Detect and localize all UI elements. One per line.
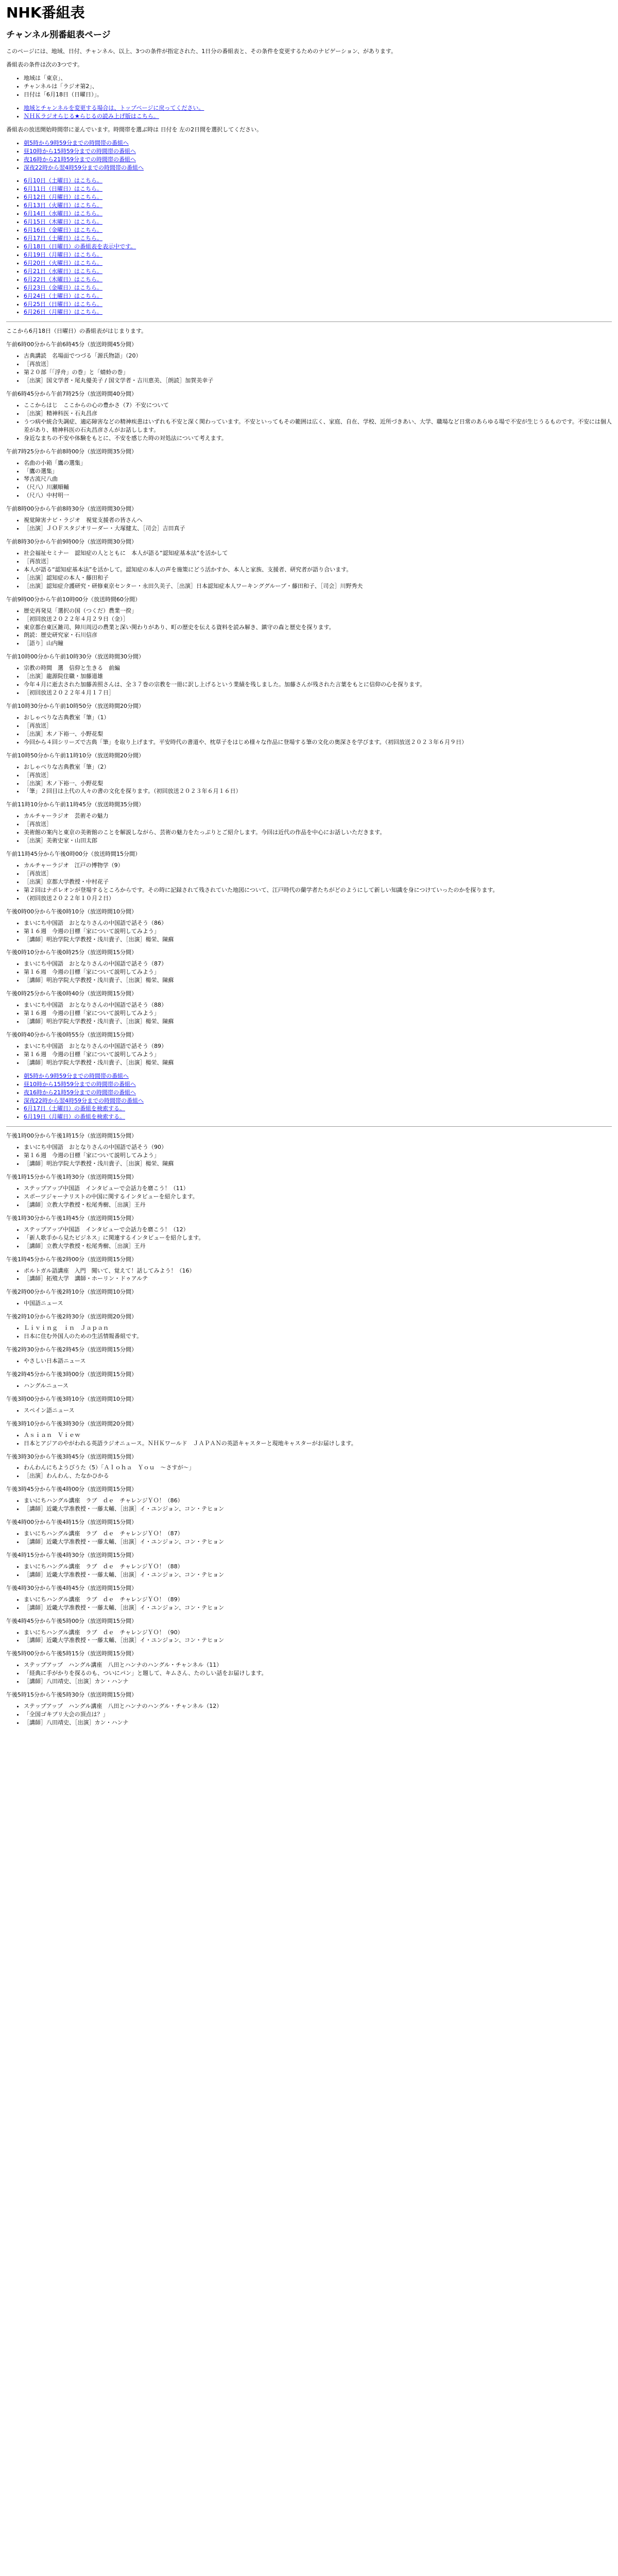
mid-nav-link[interactable]: 6月17日（土曜日）の番組を検索する。: [24, 1105, 125, 1112]
program-time: 午後3時00分から午後3時10分（放送時間10分間）: [6, 1395, 137, 1402]
mid-nav-link[interactable]: 深夜22時から翌4時59分までの時間帯の番組へ: [24, 1097, 144, 1104]
program-time: 午後1時15分から午後1時30分（放送時間15分間）: [6, 1174, 137, 1181]
condition-links: [6, 104, 612, 121]
mid-navigation: [6, 1072, 612, 1122]
program-time: 午後2時10分から午後2時30分（放送時間20分間）: [6, 1313, 137, 1320]
program-section: [6, 1313, 612, 1341]
program-time: 午後2時00分から午後2時10分（放送時間10分間）: [6, 1289, 137, 1296]
date-link[interactable]: 6月20日（火曜日）はこちら。: [24, 259, 102, 266]
program-details: [6, 714, 612, 747]
date-item: [24, 276, 612, 284]
program-time: 午前10時50分から午前11時10分（放送時間20分間）: [6, 752, 144, 759]
program-section: [6, 1031, 612, 1067]
program-time: 午後2時45分から午後3時00分（放送時間15分間）: [6, 1370, 137, 1378]
program-detail: • ［出演］木ノ下裕一、小野花梨: [24, 779, 612, 788]
date-link[interactable]: 6月17日（土曜日）はこちら。: [24, 235, 102, 242]
date-item: [24, 259, 612, 267]
date-link[interactable]: 6月12日（月曜日）はこちら。: [24, 194, 102, 201]
program-detail: • カルチャーラジオ 江戸の博物学（9）: [24, 861, 612, 870]
program-section: [6, 341, 612, 385]
program-detail: • ［出演］美術史家・山田太郎: [24, 837, 612, 845]
program-detail: • おしゃべりな古典教室「筆」（2）: [24, 763, 612, 771]
program-detail: • 第１６週 今週の目標「家について説明してみよう」: [24, 1009, 612, 1018]
date-item: [24, 218, 612, 226]
program-time: 午後1時45分から午後2時00分（放送時間15分間）: [6, 1256, 137, 1263]
program-time: 午後5時15分から午後5時30分（放送時間15分間）: [6, 1691, 137, 1699]
program-detail: • Ａｓｉａｎ Ｖｉｅｗ: [24, 1431, 612, 1439]
date-item: [24, 177, 612, 185]
program-detail: • ［出演］京都大学教授・中村花子: [24, 878, 612, 886]
program-detail: • まいにち中国語 おとなりさんの中国語で話そう（89）: [24, 1042, 612, 1050]
date-item: [24, 251, 612, 259]
date-links: [6, 177, 612, 316]
date-item: [24, 234, 612, 243]
program-section: [6, 1617, 612, 1645]
program-section: [6, 850, 612, 903]
program-details: [6, 1226, 612, 1250]
date-item: [24, 226, 612, 234]
program-detail: • ［講師］明治学院大学教授・浅川貴子、［出演］楊栄、陳蘇: [24, 1160, 612, 1168]
program-details: [6, 1530, 612, 1546]
program-time: 午前6時00分から午前6時45分（放送時間45分間）: [6, 341, 137, 348]
program-detail: • 東京都台東区雑司、陣川周辺の農業と深い関わりがあり、町の歴史を伝える資料を読み解き、鎮守の森と歴史を探ります。: [24, 623, 612, 632]
program-section: [6, 948, 612, 985]
program-detail: • 今年４月に逝去された加藤善照さんは、全３７巻の宗教を一冊に訳し上げるという業績を残しました。加藤さんが残された言葉をもとに信仰の心を探ります。: [24, 681, 612, 689]
program-detail: • うつ病や統合失調症、適応障害などの精神疾患はいずれも不安と深く関わっています。不安といってもその範囲は広く、家庭、自在、学校、近所づきあい、大学、職場など日常のあらゆる場で不安が生じうるものです。不安には個人差があり、精神科医の石丸昌彦さんがお話しします。: [24, 418, 612, 434]
program-detail: • ［講師］近畿大学准教授・一藤太輔、［出演］イ・ユンジョン、コン・テヒョン: [24, 1505, 612, 1513]
program-detail: • 美術館の案内と東京の美術館のことを解説しながら、芸術の魅力をたっぷりとご紹介します。今回は近代の作品を中心にお話しいただきます。: [24, 828, 612, 837]
condition-item: • 日付は「6月18日（日曜日）」。: [24, 91, 612, 99]
program-details: [6, 459, 612, 500]
program-detail: • 本人が語る“認知症基本法”を活かして。認知症の本人の声を施策にどう活かすか、本人と家族、支援者、研究者が語り合います。: [24, 566, 612, 574]
program-details: [6, 919, 612, 944]
program-detail: • Ｌｉｖｉｎｇ ｉｎ Ｊａｐａｎ: [24, 1324, 612, 1332]
program-time: 午後3時30分から午後3時45分（放送時間15分間）: [6, 1453, 137, 1460]
program-section: [6, 653, 612, 697]
date-link[interactable]: 6月11日（日曜日）はこちら。: [24, 185, 102, 193]
program-detail: • ［出演］認知症介護研究・研修東京センター・永田久美子、［出演］日本認知症本人ワーキンググループ・藤田和子、［司会］川野秀夫: [24, 582, 612, 590]
program-time: 午前6時45分から午前7時25分（放送時間40分間）: [6, 391, 137, 398]
page-intro: このページには、地域、日付、チャンネル、以上、3つの条件が指定された、1日分の番組表と、その条件を変更するためのナビゲーション、があります。: [6, 48, 397, 55]
date-link[interactable]: 6月10日（土曜日）はこちら。: [24, 177, 102, 184]
date-link[interactable]: 6月21日（水曜日）はこちら。: [24, 267, 102, 275]
divider: [6, 321, 612, 322]
program-detail: • 「新人歌手から見たビジネス」に関連するインタビューを紹介します。: [24, 1234, 612, 1242]
date-item: [24, 193, 612, 201]
program-details: [6, 1629, 612, 1645]
radiru-link[interactable]: ＮＨＫラジオらじる★らじるの読み上げ版はこちら。: [24, 112, 159, 120]
date-item: [24, 243, 612, 251]
program-section: [6, 1395, 612, 1415]
program-detail: • ［再放送］: [24, 771, 612, 779]
program-detail: • 中国語ニュース: [24, 1299, 612, 1308]
time-link-day[interactable]: 昼10時から15時59分までの時間帯の番組へ: [24, 147, 136, 155]
program-time: 午後5時00分から午後5時15分（放送時間15分間）: [6, 1650, 137, 1657]
mid-nav-link[interactable]: 夜16時から21時59分までの時間帯の番組へ: [24, 1089, 136, 1096]
program-time: 午後0時40分から午後0時55分（放送時間15分間）: [6, 1031, 137, 1038]
program-detail: • ［語り］山内瞳: [24, 639, 612, 648]
program-detail: • ［講師］近畿大学准教授・一藤太輔、［出演］イ・ユンジョン、コン・テヒョン: [24, 1636, 612, 1645]
program-detail: • まいにちハングル講座 ラブ ｄｅ チャレンジＹＯ！（90）: [24, 1629, 612, 1637]
program-detail: • 身近なまちの不安や体験をもとに、不安を感じた時の対処法について考えます。: [24, 434, 612, 443]
condition-item: • チャンネルは「ラジオ第2」、: [24, 82, 612, 91]
program-section: [6, 1584, 612, 1612]
program-detail: • ［講師］立教大学教授・松尾秀樹、［出演］王丹: [24, 1201, 612, 1209]
program-details: [6, 1382, 612, 1390]
program-details: [6, 861, 612, 903]
program-time: 午前11時10分から午前11時45分（放送時間35分間）: [6, 801, 144, 808]
program-time: 午前10時00分から午前10時30分（放送時間30分間）: [6, 653, 144, 660]
program-time: 午前10時30分から午前10時50分（放送時間20分間）: [6, 703, 144, 710]
program-section: [6, 752, 612, 796]
program-detail: • ［初回放送２０２２年４月１７日］: [24, 689, 612, 697]
date-item: [24, 210, 612, 218]
program-detail: • ［講師］明治学院大学教授・浅川貴子、［出演］楊栄、陳蘇: [24, 1018, 612, 1026]
program-detail: • 「全国ゴキブリ大会の頂点は？」: [24, 1710, 612, 1719]
mid-nav-item: [24, 1097, 612, 1105]
program-detail: • （尺八）中村明一: [24, 492, 612, 500]
program-detail: • ［講師］明治学院大学教授・浅川貴子、［出演］楊栄、陳蘇: [24, 1059, 612, 1067]
condition-link-item: [24, 104, 612, 112]
program-details: [6, 1184, 612, 1209]
divider: [6, 1126, 612, 1127]
program-section: [6, 1420, 612, 1448]
program-detail: • ステップアップ ハングル講座 八田とハンナのハングル・チャンネル（12）: [24, 1702, 612, 1710]
program-detail: • 今回から４回シリーズで古典「筆」を取り上げます。平安時代の書道や、枕草子をはじめ様々な作品に登場する筆の文化の奥深さを学びます。（初回放送２０２３年６月９日）: [24, 738, 612, 747]
program-section: [6, 505, 612, 533]
time-link-item: [24, 164, 612, 172]
mid-nav-item: [24, 1089, 612, 1097]
program-detail: • 朗読：歴史研究家・石川信彦: [24, 631, 612, 639]
program-detail: • 宗教の時間 選 信仰と生きる 前編: [24, 664, 612, 672]
date-link[interactable]: 6月24日（土曜日）はこちら。: [24, 292, 102, 299]
program-detail: • ステップアップ中国語 インタビューで会話力を磨こう！（12）: [24, 1226, 612, 1234]
program-detail: • （初回放送２０２２年１０月２日）: [24, 894, 612, 903]
program-detail: • ステップアップ ハングル講座 八田とハンナのハングル・チャンネル（11）: [24, 1661, 612, 1669]
program-detail: • わんわんにちようびうた（5）「Ａｌｏｈａ Ｙｏｕ ～さすが～」: [24, 1464, 612, 1472]
program-detail: • ステップアップ中国語 インタビューで会話力を磨こう！（11）: [24, 1184, 612, 1193]
program-detail: • 日本とアジアのやがわれる英語ラジオニュース。ＮＨＫワールド ＪＡＰＡＮの英語キャスターと現地キャスターがお届けします。: [24, 1439, 612, 1448]
program-details: [6, 1001, 612, 1026]
program-section: [6, 1173, 612, 1209]
program-details: [6, 1143, 612, 1168]
program-time: 午後4時45分から午後5時00分（放送時間15分間）: [6, 1617, 137, 1624]
program-detail: • ハングルニュース: [24, 1382, 612, 1390]
date-item: [24, 201, 612, 210]
program-section: [6, 448, 612, 500]
mid-nav-item: [24, 1105, 612, 1113]
program-detail: • ［講師］明治学院大学教授・浅川貴子、［出演］楊栄、陳蘇: [24, 936, 612, 944]
program-detail: • ［出演］国文学者・尾丸優美子 / 国文学者・吉川恵美、［朗読］加賀美幸子: [24, 377, 612, 385]
program-section: [6, 1346, 612, 1365]
program-detail: • ［講師］近畿大学准教授・一藤太輔、［出演］イ・ユンジョン、コン・テヒョン: [24, 1604, 612, 1612]
program-detail: • 第１６週 今週の目標「家について説明してみよう」: [24, 1050, 612, 1059]
program-section: [6, 1370, 612, 1390]
condition-item: • 地域は「東京」、: [24, 74, 612, 82]
program-detail: • ［再放送］: [24, 820, 612, 828]
program-detail: • 名曲の小箱「鷹の選集」: [24, 459, 612, 467]
mid-nav-link[interactable]: 昼10時から15時59分までの時間帯の番組へ: [24, 1080, 136, 1088]
program-time: 午前8時30分から午前9時00分（放送時間30分間）: [6, 538, 137, 546]
program-details: [6, 1464, 612, 1480]
program-detail: • 第１６週 今週の目標「家について説明してみよう」: [24, 1151, 612, 1160]
program-detail: • スペイン語ニュース: [24, 1406, 612, 1415]
date-item: [24, 267, 612, 276]
program-detail: • 第２回はナポレオンが登場するところからです。その時に記録されて残されていた地図について、江戸時代の蘭学者たちがどのようにして新しい知識を身につけていったのかを探ります。: [24, 886, 612, 894]
program-details: [6, 664, 612, 697]
program-detail: • ［講師］八田靖史、［出演］カン・ハンナ: [24, 1719, 612, 1727]
program-detail: • ［再放送］: [24, 360, 612, 368]
program-detail: • 「経典に手がかりを探るのも、ついにパン」と題して、キムさん、たのしい話をお届けします。: [24, 1669, 612, 1677]
program-detail: • まいにちハングル講座 ラブ ｄｅ チャレンジＹＯ！（87）: [24, 1530, 612, 1538]
program-time: 午後3時10分から午後3時30分（放送時間20分間）: [6, 1420, 137, 1427]
date-item: [24, 292, 612, 300]
program-details: [6, 960, 612, 985]
program-section: [6, 702, 612, 747]
program-detail: • まいにち中国語 おとなりさんの中国語で話そう（87）: [24, 960, 612, 968]
program-section: [6, 1256, 612, 1283]
program-detail: • 第１６週 今週の目標「家について説明してみよう」: [24, 927, 612, 936]
program-detail: • まいにち中国語 おとなりさんの中国語で話そう（88）: [24, 1001, 612, 1009]
top-page-link[interactable]: 地域とチャンネルを変更する場合は、トップページに戻ってください。: [24, 104, 204, 111]
program-detail: • 琴古流尺八曲: [24, 475, 612, 483]
condition-link-item: [24, 112, 612, 121]
mid-nav-link[interactable]: 6月19日（月曜日）の番組を検索する。: [24, 1113, 125, 1121]
program-details: [6, 1299, 612, 1308]
program-section: [6, 801, 612, 845]
program-detail: • 日本に住む外国人のための生活情報番組です。: [24, 1332, 612, 1341]
page-subtitle: チャンネル別番組表ページ: [6, 29, 111, 40]
date-link[interactable]: 6月13日（火曜日）はこちら。: [24, 202, 102, 209]
program-detail: • ここからはじ ここからの心の豊かさ（7）不安について: [24, 401, 612, 410]
program-detail: • ［講師］近畿大学准教授・一藤太輔、［出演］イ・ユンジョン、コン・テヒョン: [24, 1538, 612, 1546]
list-title: ここから6月18日（日曜日）の番組表がはじまります。: [6, 328, 147, 335]
program-section: [6, 538, 612, 590]
program-detail: • ［出演］龍源院住職・加藤道雄: [24, 672, 612, 681]
program-section: [6, 1551, 612, 1579]
program-detail: • ［再放送］: [24, 722, 612, 730]
mid-nav-item: [24, 1072, 612, 1080]
program-detail: • カルチャーラジオ 芸術その魅力: [24, 812, 612, 820]
program-details: [6, 607, 612, 648]
program-detail: • ［講師］近畿大学准教授・一藤太輔、［出演］イ・ユンジョン、コン・テヒョン: [24, 1571, 612, 1579]
program-section: [6, 1132, 612, 1168]
date-link[interactable]: 6月15日（木曜日）はこちら。: [24, 218, 102, 226]
program-section: [6, 390, 612, 443]
program-detail: • スポーツジャーナリストの中国に関するインタビューを紹介します。: [24, 1193, 612, 1201]
time-link-item: [24, 139, 612, 147]
program-detail: • ［講師］立教大学教授・松尾秀樹、［出演］王丹: [24, 1242, 612, 1250]
program-detail: • 社会福祉セミナー 認知症の人とともに 本人が語る“認知症基本法”を活かして: [24, 549, 612, 557]
program-time: 午後4時15分から午後4時30分（放送時間15分間）: [6, 1551, 137, 1558]
date-item: [24, 284, 612, 292]
date-link[interactable]: 6月25日（日曜日）はこちら。: [24, 300, 102, 308]
program-section: [6, 1288, 612, 1308]
time-link-morning[interactable]: 朝5時から9時59分までの時間帯の番組へ: [24, 139, 129, 146]
program-detail: • ［再放送］: [24, 557, 612, 566]
program-section: [6, 1453, 612, 1481]
program-time: 午前11時45分から午後0時00分（放送時間15分間）: [6, 851, 141, 858]
program-details: [6, 1042, 612, 1067]
program-section: [6, 1214, 612, 1250]
program-detail: • ［再放送］: [24, 870, 612, 878]
program-detail: • 「筆」２回目は上代の人々の書の文化を探ります。（初回放送２０２３年６月１６日）: [24, 787, 612, 795]
program-detail: • 古典講読 名場面でつづる「源氏物語」（20）: [24, 352, 612, 360]
program-section: [6, 1650, 612, 1686]
program-detail: • （尺八）川瀬順輔: [24, 483, 612, 492]
program-section: [6, 1485, 612, 1513]
program-details: [6, 1702, 612, 1727]
mid-nav-item: [24, 1080, 612, 1089]
program-detail: • ［出演］木ノ下裕一、小野花梨: [24, 730, 612, 738]
page-title: NHK番組表: [6, 4, 85, 21]
program-time: 午後2時30分から午後2時45分（放送時間15分間）: [6, 1346, 137, 1353]
program-time: 午前7時25分から午前8時00分（放送時間35分間）: [6, 448, 137, 455]
program-details: [6, 352, 612, 385]
program-detail: • ［講師］拓殖大学 講師・ホーリン・ドゥアルテ: [24, 1275, 612, 1283]
program-details: [6, 1357, 612, 1365]
program-time: 午後0時10分から午後0時25分（放送時間15分間）: [6, 949, 137, 956]
date-link[interactable]: 6月18日（日曜日）の番組表を表示中です。: [24, 243, 136, 250]
date-item: [24, 308, 612, 316]
date-intro: 番組表の放送開始時間帯に並んでいます。時間帯を選ぶ時は 日付を 左の2日間を選択してください。: [6, 126, 263, 133]
program-detail: • 歴史再発見「選択の国（つくだ）農業一揆」: [24, 607, 612, 615]
program-details: [6, 516, 612, 533]
program-details: [6, 1267, 612, 1283]
program-detail: • ポルトガル語講座 入門 聞いて、覚えて！話してみよう！（16）: [24, 1267, 612, 1275]
program-details: [6, 1596, 612, 1612]
program-time: 午後4時30分から午後4時45分（放送時間15分間）: [6, 1584, 137, 1591]
date-link[interactable]: 6月23日（金曜日）はこちら。: [24, 284, 102, 291]
program-list: [6, 341, 612, 1066]
program-details: [6, 763, 612, 796]
program-detail: • まいにち中国語 おとなりさんの中国語で話そう（90）: [24, 1143, 612, 1151]
program-section: [6, 908, 612, 944]
time-link-item: [24, 147, 612, 156]
mid-nav-item: [24, 1113, 612, 1121]
program-detail: • まいにちハングル講座 ラブ ｄｅ チャレンジＹＯ！（86）: [24, 1497, 612, 1505]
program-time: 午後3時45分から午後4時00分（放送時間15分間）: [6, 1486, 137, 1493]
program-detail: • まいにち中国語 おとなりさんの中国語で話そう（86）: [24, 919, 612, 927]
program-time: 午後1時30分から午後1時45分（放送時間15分間）: [6, 1214, 137, 1222]
program-detail: • 第２０部「「浮舟」の巻」と「蜻蛉の巻」: [24, 368, 612, 377]
conditions-intro: 番組表の条件は次の3つです。: [6, 61, 83, 69]
program-time: 午前8時00分から午前8時30分（放送時間30分間）: [6, 505, 137, 513]
date-link[interactable]: 6月14日（水曜日）はこちら。: [24, 210, 102, 217]
time-link-night[interactable]: 深夜22時から翌4時59分までの時間帯の番組へ: [24, 164, 144, 171]
program-time: 午前9時00分から午前10時00分（放送時間60分間）: [6, 596, 141, 603]
program-details: [6, 1431, 612, 1448]
program-list: [6, 1132, 612, 1727]
program-time: 午後0時25分から午後0時40分（放送時間15分間）: [6, 990, 137, 997]
program-details: [6, 549, 612, 590]
program-details: [6, 812, 612, 845]
program-section: [6, 1691, 612, 1727]
program-detail: • 第１６週 今週の目標「家について説明してみよう」: [24, 968, 612, 976]
program-detail: • ［出演］わんわん、たなかひかる: [24, 1472, 612, 1480]
conditions-list: [6, 74, 612, 99]
program-section: [6, 596, 612, 648]
program-detail: • ［初回放送２０２２年４月２９日（金）］: [24, 615, 612, 623]
date-item: [24, 300, 612, 309]
date-link[interactable]: 6月26日（月曜日）はこちら。: [24, 309, 102, 316]
time-links: [6, 139, 612, 172]
program-details: [6, 1324, 612, 1341]
program-detail: • 「鷹の選集」: [24, 467, 612, 476]
date-link[interactable]: 6月16日（金曜日）はこちら。: [24, 227, 102, 234]
program-detail: • ［出演］精神科医・石丸昌彦: [24, 410, 612, 418]
program-time: 午後4時00分から午後4時15分（放送時間15分間）: [6, 1519, 137, 1526]
program-time: 午後0時00分から午後0時10分（放送時間10分間）: [6, 908, 137, 915]
mid-nav-link[interactable]: 朝5時から9時59分までの時間帯の番組へ: [24, 1072, 129, 1079]
program-section: [6, 1518, 612, 1546]
date-link[interactable]: 6月19日（月曜日）はこちら。: [24, 251, 102, 258]
program-detail: • ［出演］認知症の本人・藤田和子: [24, 574, 612, 582]
time-link-evening[interactable]: 夜16時から21時59分までの時間帯の番組へ: [24, 156, 136, 163]
program-details: [6, 1497, 612, 1513]
time-link-item: [24, 156, 612, 164]
program-detail: • ［出演］ＪＯＦスタジオリーダー・大塚健太、［司会］吉田真子: [24, 524, 612, 533]
program-details: [6, 1563, 612, 1579]
program-detail: • 視覚障害ナビ・ラジオ 視覚支援者の皆さんへ: [24, 516, 612, 524]
program-detail: • やさしい日本語ニュース: [24, 1357, 612, 1365]
program-detail: • まいにちハングル講座 ラブ ｄｅ チャレンジＹＯ！（89）: [24, 1596, 612, 1604]
program-detail: • おしゃべりな古典教室「筆」（1）: [24, 714, 612, 722]
program-details: [6, 1661, 612, 1686]
program-details: [6, 401, 612, 443]
program-detail: • ［講師］明治学院大学教授・浅川貴子、［出演］楊栄、陳蘇: [24, 976, 612, 985]
program-details: [6, 1406, 612, 1415]
program-time: 午後1時00分から午後1時15分（放送時間15分間）: [6, 1132, 137, 1140]
program-detail: • ［講師］八田靖史、［出演］カン・ハンナ: [24, 1677, 612, 1686]
program-section: [6, 990, 612, 1026]
date-link[interactable]: 6月22日（木曜日）はこちら。: [24, 276, 102, 283]
date-item: [24, 185, 612, 193]
program-detail: • まいにちハングル講座 ラブ ｄｅ チャレンジＹＯ！（88）: [24, 1563, 612, 1571]
